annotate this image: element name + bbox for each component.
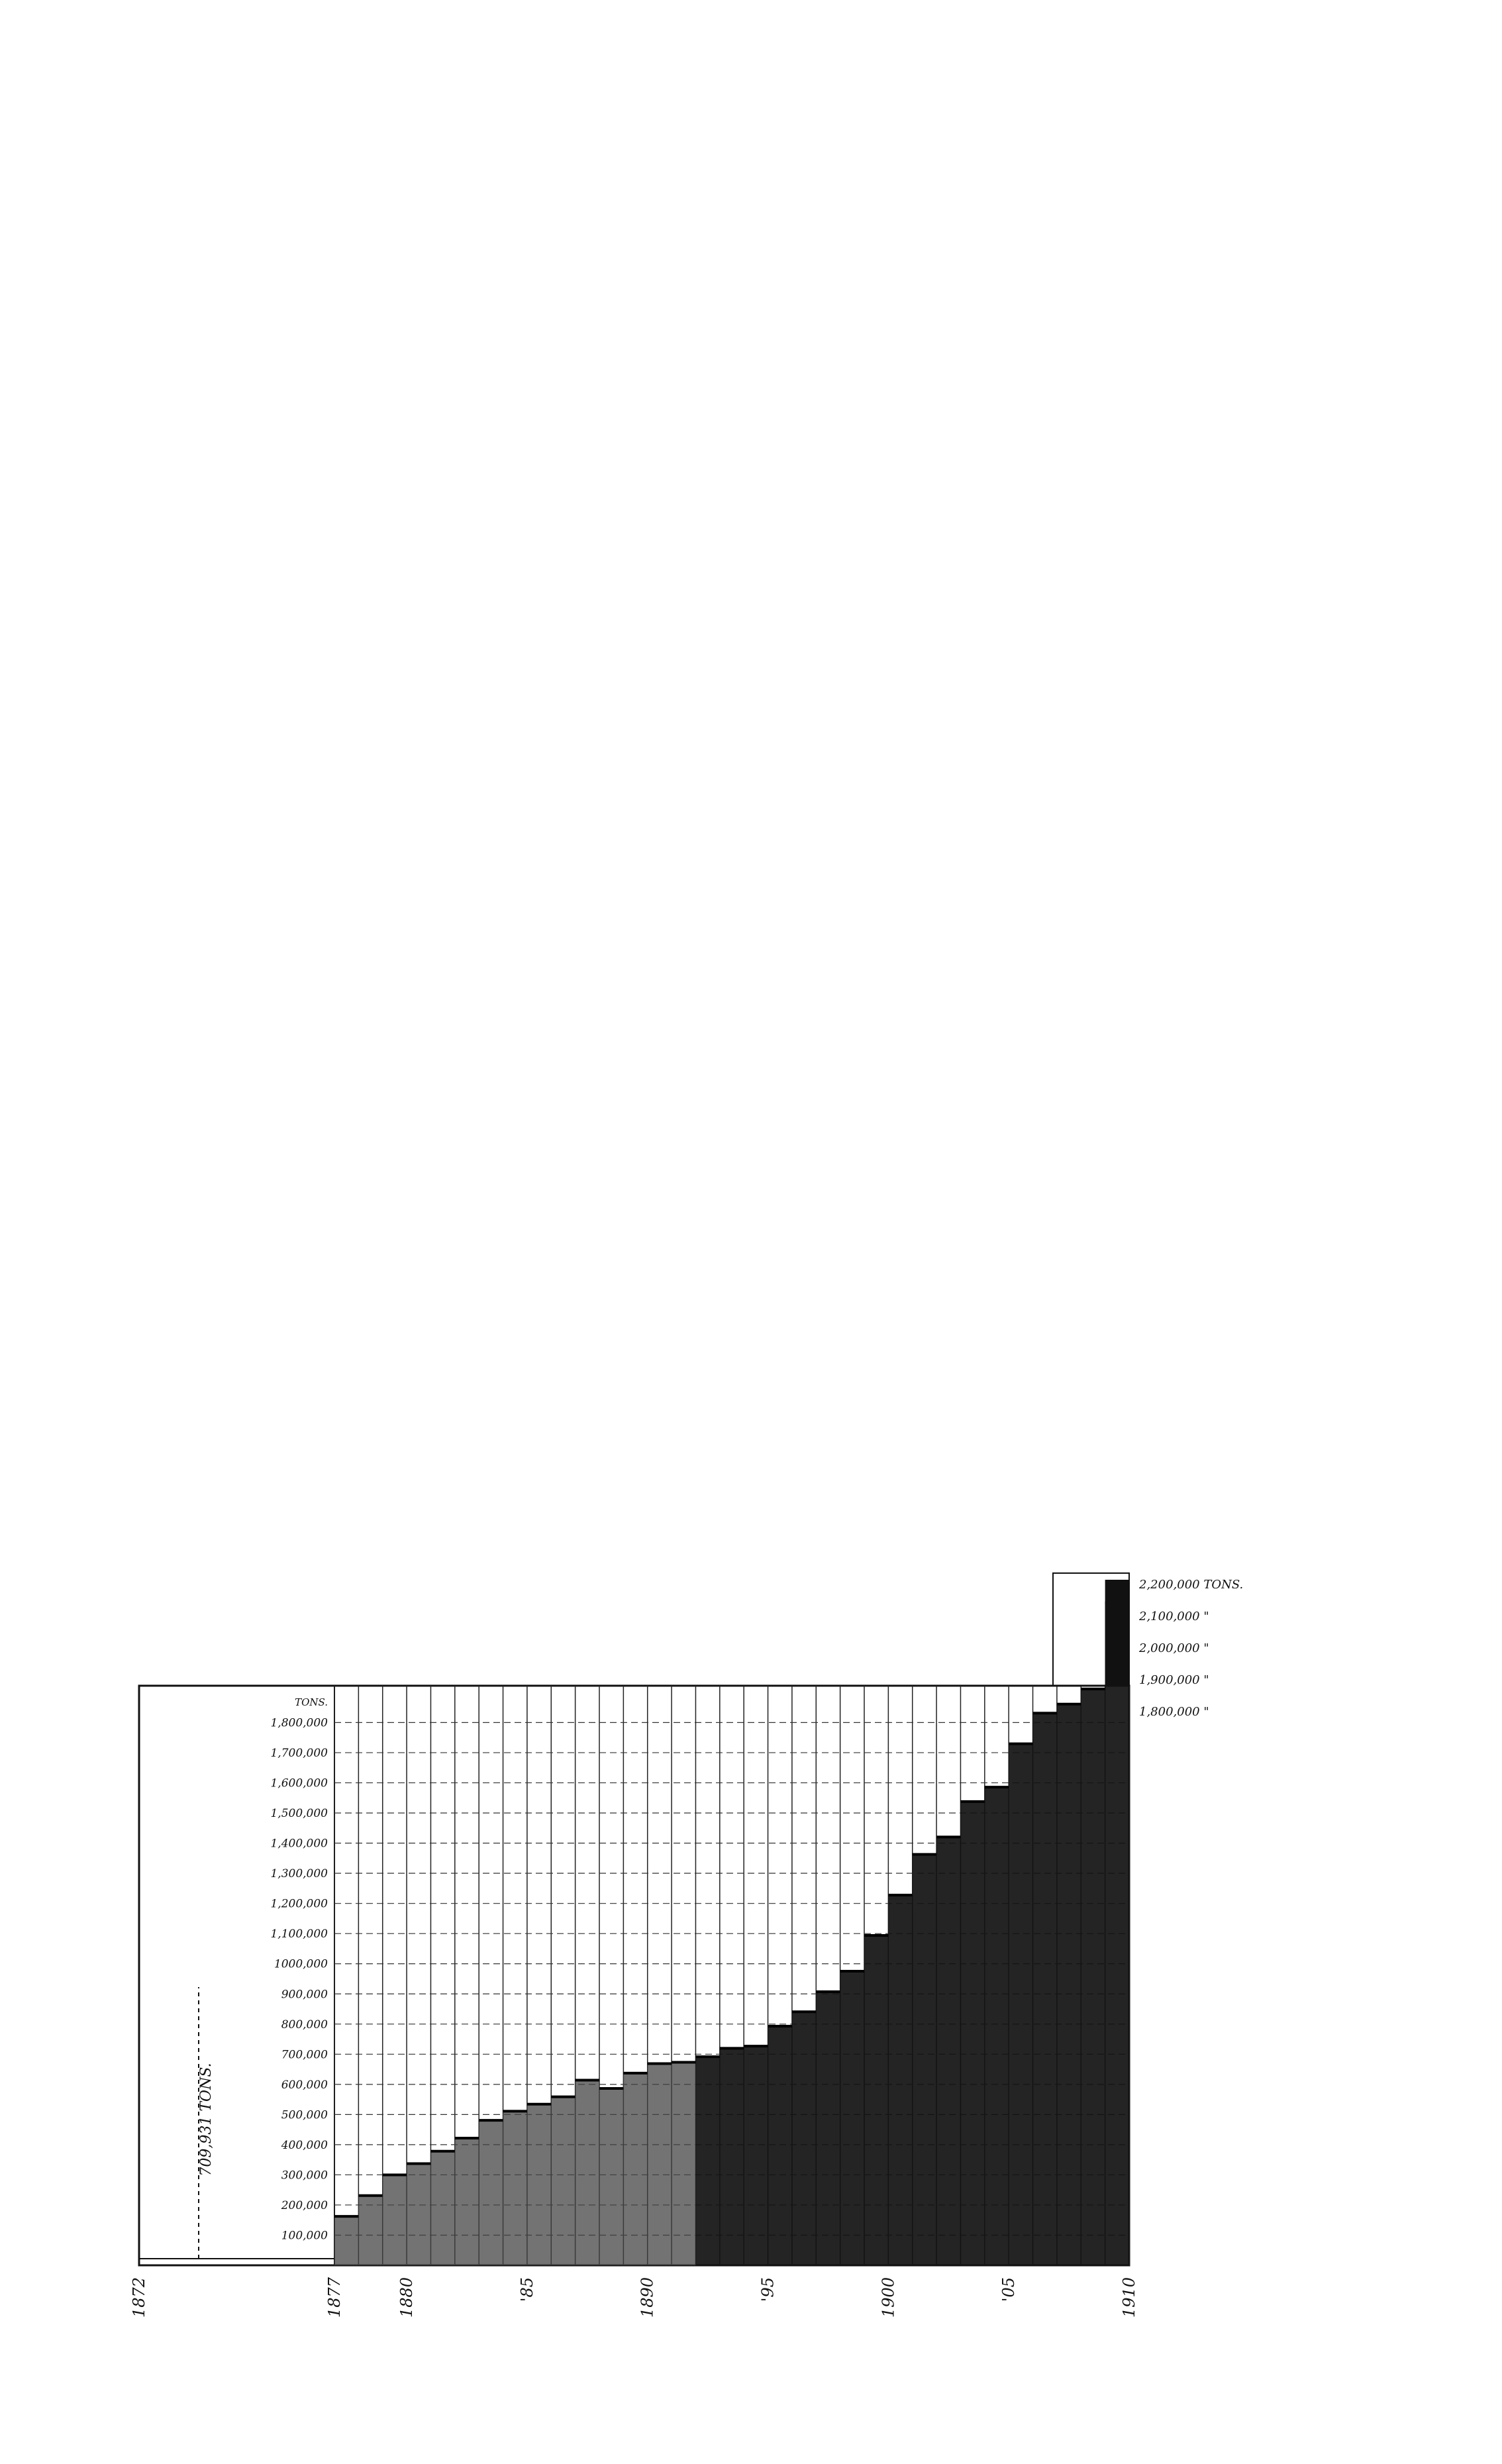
coal-bar — [1009, 1744, 1032, 2265]
coal-bar — [985, 1787, 1009, 2265]
coal-bar — [430, 2151, 454, 2265]
coal-ytick: 300,000 — [281, 2169, 328, 2182]
coal-bar — [888, 1895, 912, 2265]
coal-bar — [960, 1802, 984, 2265]
coal-ytick: 200,000 — [281, 2198, 328, 2212]
coal-bar — [1081, 1689, 1105, 2265]
coal-bar — [720, 2048, 744, 2265]
coal-bar — [913, 1855, 936, 2265]
coal-ytick: 1,800,000 — [270, 1716, 328, 1730]
coal-xtick: 1890 — [638, 2277, 657, 2318]
coal-ytick: 1,200,000 — [270, 1897, 328, 1911]
coal-xtick: 1877 — [325, 2277, 344, 2318]
coal-xtick: '05 — [999, 2277, 1019, 2302]
coal-bar — [768, 2026, 792, 2265]
coal-ytick: 1,100,000 — [270, 1927, 328, 1941]
coal-bar — [792, 2012, 816, 2265]
gold-grand-totals — [662, 344, 681, 355]
coal-xtick: '85 — [517, 2277, 536, 2302]
coal-ytick: 1,300,000 — [270, 1867, 328, 1881]
coal-bar — [864, 1935, 888, 2265]
coal-1872-annotation: 709,931 TONS. — [198, 2063, 215, 2177]
coal-xtick: 1880 — [397, 2277, 417, 2318]
coal-xtick: '95 — [758, 2277, 777, 2302]
coal-right-tick: 1,900,000 " — [1139, 1673, 1209, 1687]
coal-bar — [672, 2062, 695, 2265]
coal-ytick: 800,000 — [281, 2018, 328, 2031]
coal-ytick: 1000,000 — [274, 1957, 328, 1971]
coal-bar — [695, 2057, 719, 2265]
coal-bar — [479, 2120, 503, 2265]
coal-ytick: 1,400,000 — [270, 1837, 328, 1851]
coal-bar — [455, 2138, 479, 2265]
coal-bar — [407, 2163, 430, 2265]
coal-ytick: 900,000 — [281, 1988, 328, 2002]
coal-xtick: 1872 — [130, 2277, 148, 2318]
coal-bar — [623, 2073, 647, 2265]
coal-ytick: 600,000 — [281, 2078, 328, 2092]
coal-ylabel: TONS. — [295, 1696, 328, 1708]
coal-bar — [816, 1992, 840, 2265]
coal-bar — [1105, 1603, 1129, 2265]
coal-bar — [599, 2088, 623, 2265]
coal-bar — [1033, 1713, 1057, 2265]
coal-ytick: 500,000 — [281, 2108, 328, 2122]
coal-bar — [576, 2080, 599, 2265]
coal-bar — [551, 2097, 575, 2265]
coal-bar — [527, 2104, 551, 2265]
coal-ytick: 1,700,000 — [270, 1747, 328, 1761]
coal-right-tick: 2,100,000 " — [1139, 1610, 1209, 1623]
kauri-grand-totals — [318, 960, 336, 971]
coal-ytick: 1,500,000 — [270, 1807, 328, 1821]
coal-right-tick: 2,200,000 TONS. — [1139, 1578, 1244, 1592]
coal-bar — [503, 2111, 527, 2265]
coal-xtick: 1900 — [879, 2277, 898, 2318]
coal-right-tick: 2,000,000 " — [1139, 1641, 1209, 1655]
coal-bar — [1057, 1704, 1081, 2265]
coal-ytick: 700,000 — [281, 2048, 328, 2062]
coal-ytick: 100,000 — [281, 2229, 328, 2243]
coal-bar — [334, 2216, 358, 2265]
coal-bar — [936, 1837, 960, 2265]
coal-bar — [648, 2064, 672, 2265]
coal-right-tick: 1,800,000 " — [1139, 1705, 1209, 1719]
coal-ytick: 400,000 — [281, 2138, 328, 2152]
coal-xtick: 1910 — [1120, 2277, 1138, 2318]
coal-bar — [383, 2175, 407, 2265]
coal-bar — [744, 2046, 768, 2265]
coal-ytick: 1,600,000 — [270, 1776, 328, 1790]
coal-bar — [840, 1971, 864, 2265]
coal-bar — [358, 2196, 382, 2265]
coal-bar-1910-extension — [1105, 1580, 1129, 1686]
